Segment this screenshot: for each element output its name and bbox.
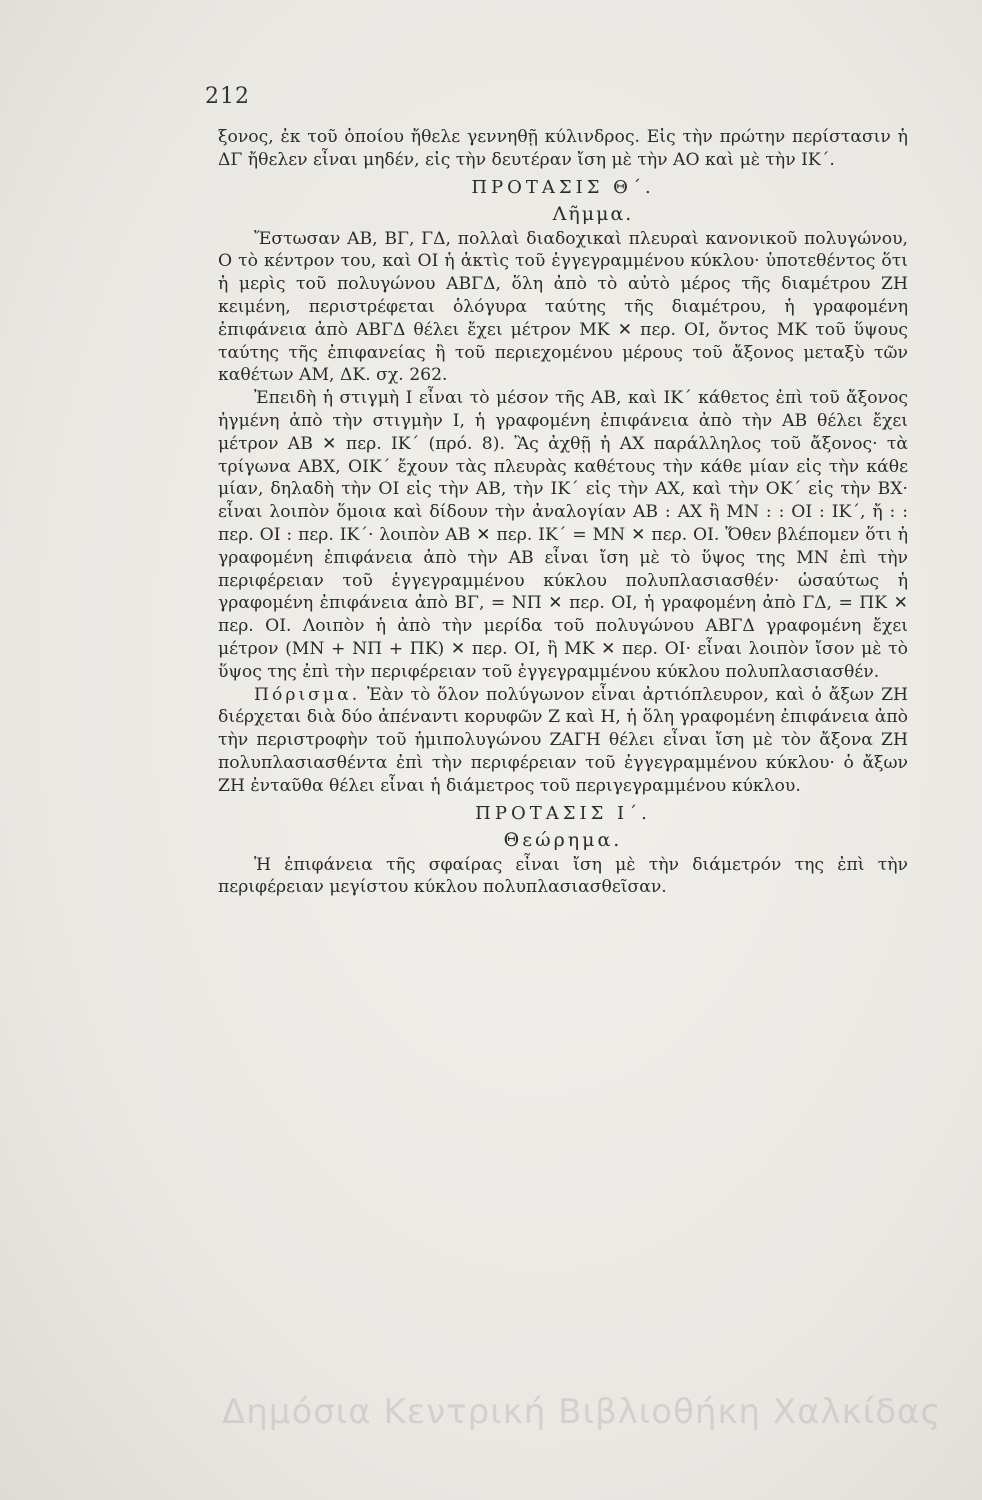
proposition-9-heading: ΠΡΟΤΑΣΙΣ Θ΄. (471, 176, 655, 198)
theorem-subheading: Θεώρημα. (503, 828, 623, 851)
porisma-paragraph (218, 684, 908, 798)
page-body (218, 126, 908, 899)
page-number: 212 (205, 84, 250, 109)
lemma-paragraph: Ἔστωσαν ΑΒ, ΒΓ, ΓΔ, πολλαὶ διαδοχικαὶ πλευραὶ κανονικοῦ πολυγώνου, Ο τὸ κέντρον του, καὶ ΟΙ ἡ ἀκτὶς τοῦ ἐγγεγραμμένου κύκλου· ὑποτεθέντος ὅτι ἡ μερὶς τοῦ πολυγώνου ΑΒΓΔ, ὅλη ἀπὸ τὸ αὐτὸ μέρος τῆς διαμέτρου ΖΗ κειμένη, περιστρέφεται ὁλόγυρα ταύτης τῆς διαμέτρου, ἡ γραφομένη ἐπιφάνεια ἀπὸ ΑΒΓΔ θέλει ἔχει μέτρον ΜΚ ✕ περ. ΟΙ, ὄντος ΜΚ τοῦ ὕψους ταύτης τῆς ἐπιφανείας ἢ τοῦ περιεχομένου μέρους τοῦ ἄξονος μεταξὺ τῶν καθέτων ΑΜ, ΔΚ. σχ. 262. (218, 228, 908, 386)
opening-paragraph: ξονος, ἐκ τοῦ ὁποίου ἤθελε γεννηθῇ κύλινδρος. Εἰς τὴν πρώτην περίστασιν ἡ ΔΓ ἤθελεν εἶναι μηδέν, εἰς τὴν δευτέραν ἴση μὲ τὴν ΑΟ καὶ μὲ τὴν ΙΚ΄. (218, 127, 908, 170)
theorem-paragraph: Ἡ ἐπιφάνεια τῆς σφαίρας εἶναι ἴση μὲ τὴν διάμετρόν της ἐπὶ τὴν περιφέρειαν μεγίστου κύκλου πολυπλασιασθεῖσαν. (218, 854, 908, 898)
proposition-10-heading: ΠΡΟΤΑΣΙΣ Ι΄. (475, 802, 651, 824)
porisma-label: Πόρισμα. (254, 684, 361, 705)
proof-paragraph: Ἐπειδὴ ἡ στιγμὴ Ι εἶναι τὸ μέσον τῆς ΑΒ, καὶ ΙΚ΄ κάθετος ἐπὶ τοῦ ἄξονος ἠγμένη ἀπὸ τὴν στιγμὴν Ι, ἡ γραφομένη ἐπιφάνεια ἀπὸ τὴν ΑΒ θέλει ἔχει μέτρον ΑΒ ✕ περ. ΙΚ΄ (πρό. 8). Ἂς ἀχθῇ ἡ ΑΧ παράλληλος τοῦ ἄξονος· τὰ τρίγωνα ΑΒΧ, ΟΙΚ΄ ἔχουν τὰς πλευρὰς καθέτους τὴν κάθε μίαν εἰς τὴν κάθε μίαν, δηλαδὴ τὴν ΟΙ εἰς τὴν ΑΒ, τὴν ΙΚ΄ εἰς τὴν ΑΧ, καὶ τὴν ΟΚ΄ εἰς τὴν ΒΧ· εἶναι λοιπὸν ὅμοια καὶ δίδουν τὴν ἀναλογίαν ΑΒ : ΑΧ ἢ ΜΝ : : ΟΙ : ΙΚ΄, ἤ : : περ. ΟΙ : περ. ΙΚ΄· λοιπὸν ΑΒ ✕ περ. ΙΚ΄ = ΜΝ ✕ περ. ΟΙ. Ὅθεν βλέπομεν ὅτι ἡ γραφομένη ἐπιφάνεια ἀπὸ τὴν ΑΒ εἶναι ἴση μὲ τὸ ὕψος της ΜΝ ἐπὶ τὴν περιφέρειαν τοῦ ἐγγεγραμμένου κύκλου πολυπλασιασθέν· ὡσαύτως ἡ γραφομένη ἐπιφάνεια ἀπὸ ΒΓ, = ΝΠ ✕ περ. ΟΙ, ἡ γραφομένη ἀπὸ ΓΔ, = ΠΚ ✕ περ. ΟΙ. Λοιπὸν ἡ ἀπὸ τὴν μερίδα τοῦ πολυγώνου ΑΒΓΔ γραφομένη ἔχει μέτρον (ΜΝ + ΝΠ + ΠΚ) ✕ περ. ΟΙ, ἢ ΜΚ ✕ περ. ΟΙ· εἶναι λοιπὸν ἴσον μὲ τὸ ὕψος της ἐπὶ τὴν περιφέρειαν τοῦ ἐγγεγραμμένου κύκλου πολυπλασιασθέν. (218, 388, 908, 682)
lemma-subheading: Λῆμμα. (552, 202, 634, 225)
library-watermark: Δημόσια Κεντρική Βιβλιοθήκη Χαλκίδας (222, 1392, 942, 1432)
porisma-text: Ἐὰν τὸ ὅλον πολύγωνον εἶναι ἀρτιόπλευρον, καὶ ὁ ἄξων ΖΗ διέρχεται διὰ δύο ἀπέναντι κορυφῶν Ζ καὶ Η, ἡ ὅλη γραφομένη ἐπιφάνεια ἀπὸ τὴν περιστροφὴν τοῦ ἡμιπολυγώνου ΖΑΓΗ θέλει εἶναι ἴση μὲ τὸν ἄξονα ΖΗ πολυπλασιασθέντα ἐπὶ τὴν περιφέρειαν τοῦ ἐγγεγραμμένου κύκλου· ὁ ἄξων ΖΗ ἐνταῦθα θέλει εἶναι ἡ διάμετρος τοῦ περιγεγραμμένου κύκλου. (218, 684, 908, 796)
